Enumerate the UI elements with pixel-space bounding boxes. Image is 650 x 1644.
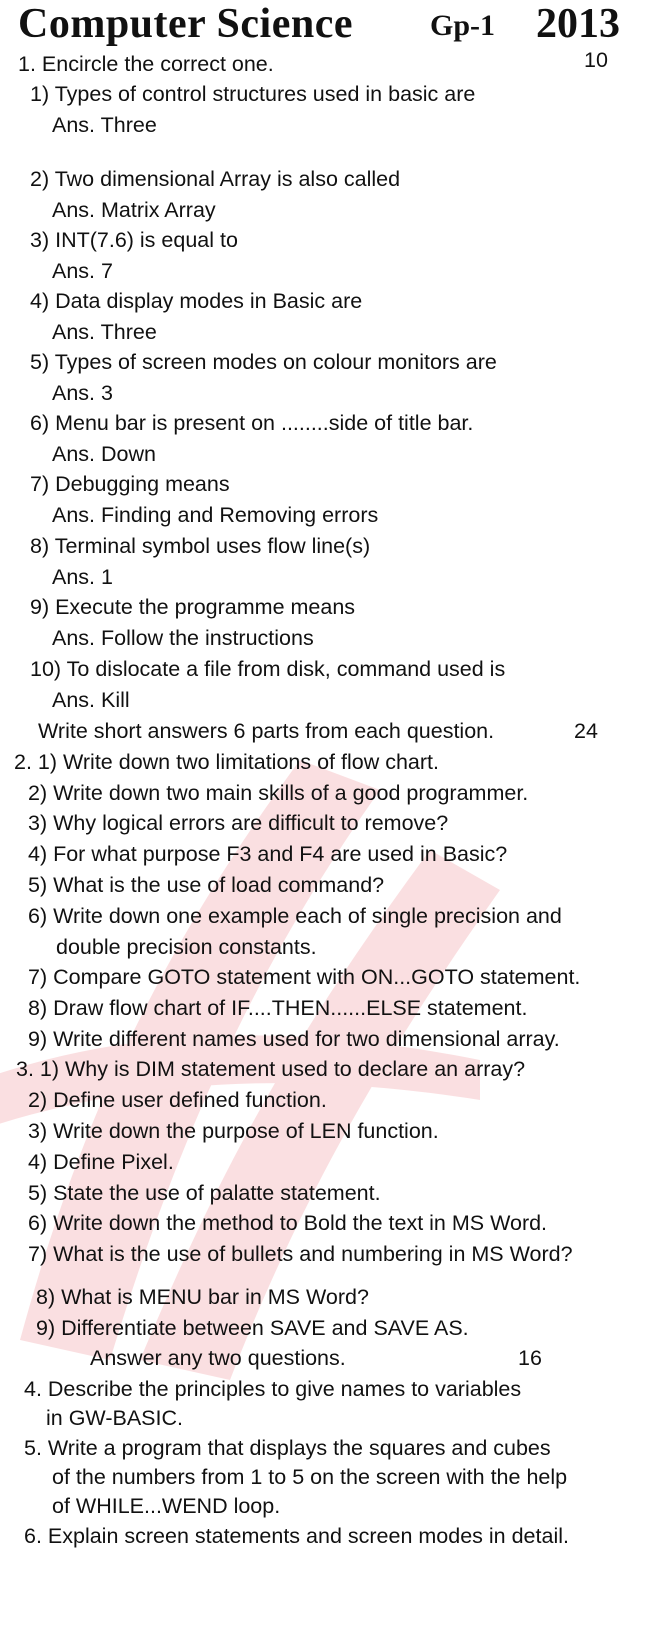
q4-text-continued: in GW-BASIC. xyxy=(46,1406,183,1430)
mcq-answer: Ans. Three xyxy=(52,320,157,344)
mcq-answer: Ans. Three xyxy=(52,113,157,137)
q3-part: 4) Define Pixel. xyxy=(28,1150,174,1174)
q3-part: 9) Differentiate between SAVE and SAVE AS. xyxy=(36,1316,469,1340)
mcq-answer: Ans. 1 xyxy=(52,565,113,589)
q3-part: 5) State the use of palatte statement. xyxy=(28,1181,381,1205)
mcq-question: 10) To dislocate a file from disk, command used is xyxy=(30,657,506,681)
mcq-question: 2) Two dimensional Array is also called xyxy=(30,167,401,191)
q2-part: 9) Write different names used for two dimensional array. xyxy=(28,1027,560,1051)
q5-text-continued: of the numbers from 1 to 5 on the screen with the help xyxy=(52,1465,568,1489)
mcq-answer: Ans. Follow the instructions xyxy=(52,626,314,650)
mcq-question: 1) Types of control structures used in basic are xyxy=(30,82,476,106)
mcq-answer: Ans. 7 xyxy=(52,259,113,283)
q3-part: 8) What is MENU bar in MS Word? xyxy=(36,1285,369,1309)
mcq-question: 8) Terminal symbol uses flow line(s) xyxy=(30,534,371,558)
q2-part: 8) Draw flow chart of IF....THEN......ELSE statement. xyxy=(28,996,528,1020)
q3-part: 6) Write down the method to Bold the text in MS Word. xyxy=(28,1211,548,1235)
long-marks: 16 xyxy=(518,1346,542,1370)
q2-part-continued: double precision constants. xyxy=(56,935,317,959)
q3-part: 7) What is the use of bullets and numbering in MS Word? xyxy=(28,1242,573,1266)
q6-text: 6. Explain screen statements and screen modes in detail. xyxy=(24,1524,569,1548)
year-label: 2013 xyxy=(536,1,620,47)
mcq-answer: Ans. Matrix Array xyxy=(52,198,216,222)
q2-part: 7) Compare GOTO statement with ON...GOTO statement. xyxy=(28,965,581,989)
page-title: Computer Science xyxy=(18,1,353,47)
mcq-answer: Ans. Finding and Removing errors xyxy=(52,503,379,527)
mcq-question: 6) Menu bar is present on ........side of title bar. xyxy=(30,411,474,435)
mcq-question: 4) Data display modes in Basic are xyxy=(30,289,363,313)
q5-text: 5. Write a program that displays the squares and cubes xyxy=(24,1436,551,1460)
q4-text: 4. Describe the principles to give names to variables xyxy=(24,1377,522,1401)
mcq-question: 3) INT(7.6) is equal to xyxy=(30,228,238,252)
q1-instruction: 1. Encircle the correct one. xyxy=(18,52,274,76)
q3-part: 3. 1) Why is DIM statement used to declare an array? xyxy=(16,1057,526,1081)
page-header xyxy=(18,0,638,52)
q3-part: 2) Define user defined function. xyxy=(28,1088,327,1112)
q5-text-continued: of WHILE...WEND loop. xyxy=(52,1494,281,1518)
q1-marks: 10 xyxy=(584,48,608,72)
q2-part: 2) Write down two main skills of a good programmer. xyxy=(28,781,529,805)
mcq-answer: Ans. 3 xyxy=(52,381,113,405)
q2-part: 6) Write down one example each of single precision and xyxy=(28,904,562,928)
q2-part: 5) What is the use of load command? xyxy=(28,873,385,897)
q3-part: 3) Write down the purpose of LEN function. xyxy=(28,1119,439,1143)
mcq-question: 7) Debugging means xyxy=(30,472,230,496)
short-instruction: Write short answers 6 parts from each question. xyxy=(38,719,495,743)
mcq-answer: Ans. Down xyxy=(52,442,156,466)
mcq-answer: Ans. Kill xyxy=(52,688,130,712)
q2-part: 3) Why logical errors are difficult to remove? xyxy=(28,811,449,835)
group-label: Gp-1 xyxy=(430,9,496,42)
mcq-question: 5) Types of screen modes on colour monitors are xyxy=(30,350,497,374)
short-marks: 24 xyxy=(574,719,598,743)
q2-part: 2. 1) Write down two limitations of flow chart. xyxy=(14,750,439,774)
mcq-question: 9) Execute the programme means xyxy=(30,595,356,619)
q2-part: 4) For what purpose F3 and F4 are used in Basic? xyxy=(28,842,508,866)
long-instruction: Answer any two questions. xyxy=(90,1346,346,1370)
